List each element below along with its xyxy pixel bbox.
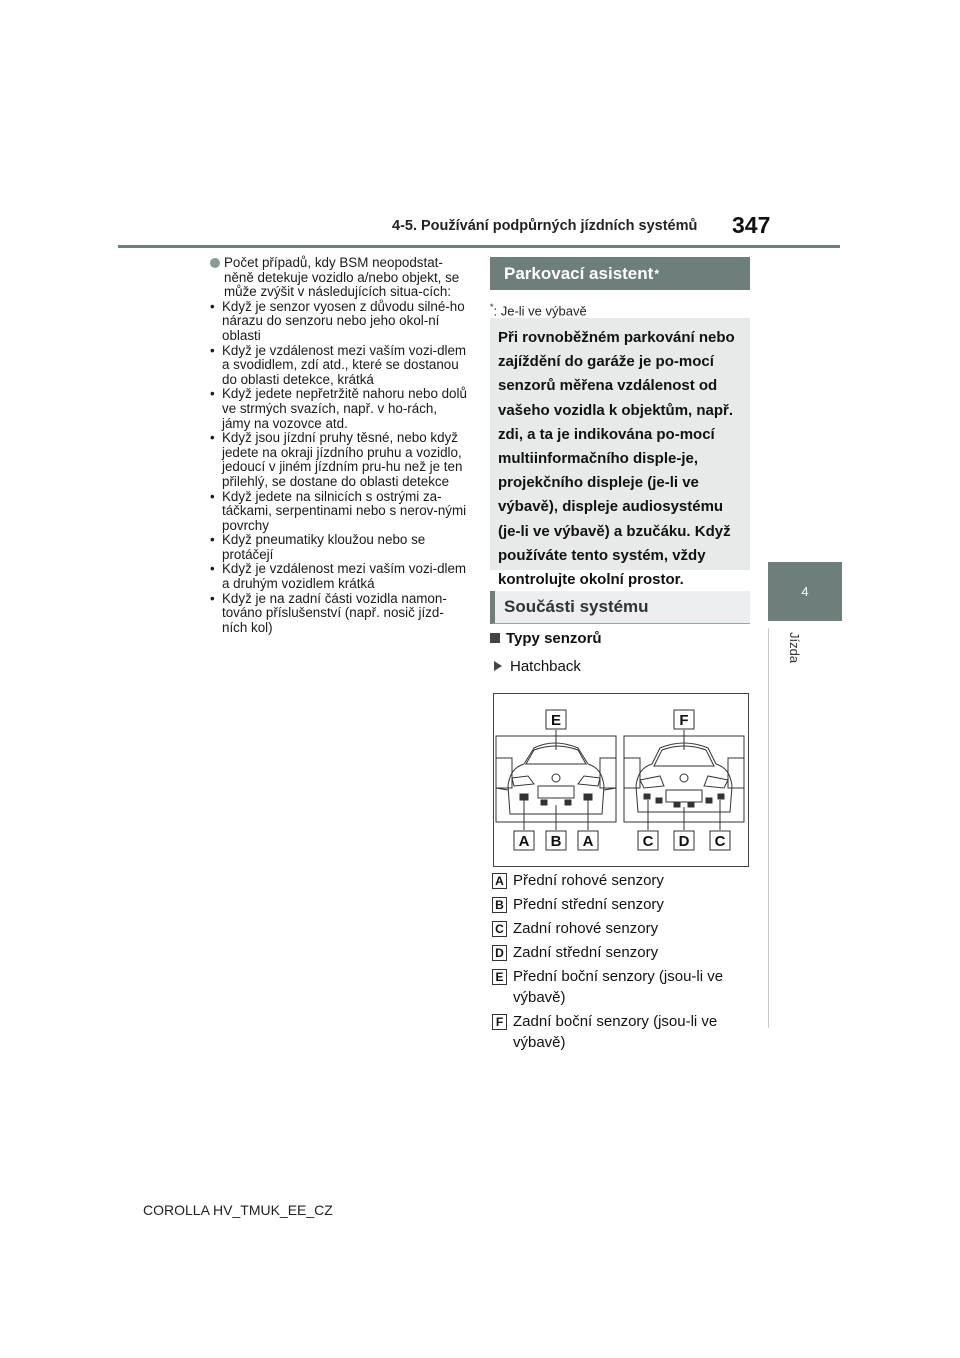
sensor-layout-figure — [493, 693, 749, 867]
list-item: • Když je senzor vyosen z důvodu silné-ho nárazu do senzoru nebo jeho okol-ní oblasti — [210, 298, 465, 343]
figure-label-c-left: C — [642, 833, 654, 850]
triangle-bullet-icon — [494, 661, 502, 671]
legend-key: D — [492, 945, 507, 961]
legend-item — [492, 870, 752, 891]
figure-label-b: B — [550, 833, 562, 850]
list-item: • Když je vzdálenost mezi vaším vozi-dlem a svodidlem, zdí atd., které se dostanou do oblasti detekce, krátká — [210, 342, 467, 387]
intro-text: Počet případů, kdy BSM neopodstat-něně detekuje vozidlo a/nebo objekt, se může zvýšit v následujících situa-cích: — [224, 255, 460, 300]
sensor-types-subheading: Typy senzorů — [490, 630, 602, 647]
header-divider — [118, 245, 840, 248]
legend-item — [492, 918, 752, 939]
bullet-dot-icon — [210, 258, 220, 268]
figure-label-a-left: A — [518, 833, 530, 850]
figure-label-c-right: C — [714, 833, 726, 850]
legend-key: A — [492, 873, 507, 889]
legend-text: Zadní boční senzory (jsou-li ve výbavě) — [513, 1013, 718, 1051]
legend-key: B — [492, 897, 507, 913]
figure-label-d: D — [678, 833, 690, 850]
parking-assist-info-box: Při rovnoběžném parkování nebo zajíždění do garáže je po-mocí senzorů měřena vzdálenost od vašeho vozidla k objektům, např. zdi, a ta je indikována po-mocí multiinformačního disple-je, projekčního displeje (je-li ve výbavě), displeje audiosystému (je-li ve výbavě) a bzučáku. Když používáte tento systém, vždy kontrolujte okolní prostor. — [490, 318, 750, 570]
list-item: • Když jedete nepřetržitě nahoru nebo dolů ve strmých svazích, např. v ho-rách, jámy na vozovce atd. — [210, 386, 467, 431]
bsm-false-detection-section — [210, 256, 468, 635]
list-item: • Když je na zadní části vozidla namon-továno příslušenství (např. nosič jízd-ních kol) — [210, 590, 447, 635]
sensor-legend — [492, 870, 752, 1056]
variant-label: Hatchback — [494, 658, 581, 675]
car-diagram — [494, 694, 748, 866]
conditions-list — [210, 300, 468, 636]
figure-label-a-right: A — [582, 833, 594, 850]
legend-item — [492, 1011, 752, 1053]
figure-label-f: F — [679, 712, 689, 729]
legend-text: Zadní rohové senzory — [513, 920, 659, 937]
legend-text: Přední střední senzory — [513, 896, 664, 913]
legend-key: E — [492, 969, 507, 985]
list-item: • Když je vzdálenost mezi vaším vozi-dlem a druhým vozidlem krátká — [210, 561, 467, 592]
page-number: 347 — [732, 212, 771, 238]
side-divider — [768, 628, 769, 1028]
legend-text: Přední rohové senzory — [513, 872, 664, 889]
equipment-footnote: *: Je-li ve výbavě — [490, 302, 587, 319]
components-heading: Součásti systému — [490, 591, 750, 624]
list-item: • Když jedete na silnicích s ostrými za-táčkami, serpentinami nebo s nerov-nými povrchy — [210, 488, 467, 533]
legend-item — [492, 894, 752, 915]
legend-text: Přední boční senzory (jsou-li ve výbavě) — [513, 968, 724, 1006]
list-item: • Když pneumatiky kloužou nebo se protáčejí — [210, 532, 426, 562]
legend-key: C — [492, 921, 507, 937]
list-item: • Když jsou jízdní pruhy těsné, nebo když jedete na okraji jízdního pruhu a vozidlo, jedoucí v jiném jízdním pru-hu než je ten přilehlý, se dostane do oblasti detekce — [210, 430, 463, 489]
model-code-footer: COROLLA HV_TMUK_EE_CZ — [143, 1202, 333, 1218]
chapter-name: Jízda — [787, 632, 802, 664]
legend-item — [492, 966, 752, 1008]
legend-item — [492, 942, 752, 963]
figure-label-e: E — [550, 712, 562, 729]
chapter-number: 4 — [801, 584, 809, 599]
legend-key: F — [492, 1014, 507, 1030]
chapter-tab — [768, 562, 842, 621]
legend-text: Zadní střední senzory — [513, 944, 659, 961]
square-bullet-icon — [490, 633, 500, 643]
intro-paragraph — [210, 256, 468, 300]
section-title: 4-5. Používání podpůrných jízdních systémů — [392, 218, 698, 234]
parking-assist-heading: Parkovací asistent * — [490, 257, 750, 290]
